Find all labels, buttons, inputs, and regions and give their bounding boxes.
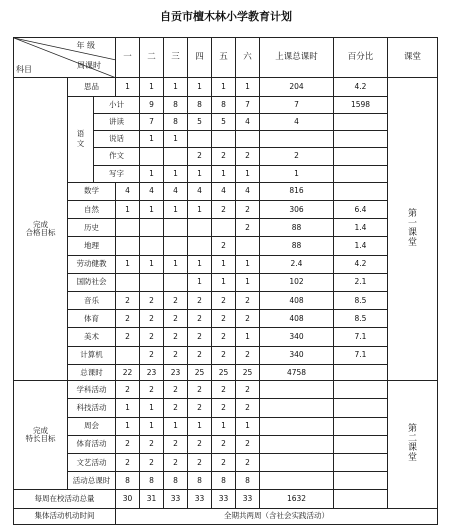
group-label-line: 特长目标: [25, 434, 56, 444]
total-cell: 204: [260, 78, 334, 96]
percent-cell: 1.4: [334, 219, 388, 237]
subject-name: 作文: [94, 148, 140, 165]
group-label-char: 语: [76, 128, 85, 138]
subject-name: 历史: [68, 219, 116, 237]
hours-cell: [140, 148, 164, 165]
subject-name: 思品: [68, 78, 116, 96]
hours-cell: 2: [188, 310, 212, 328]
hours-cell: 4: [140, 182, 164, 200]
table-row: [14, 219, 438, 237]
diagonal-header-cell: [14, 38, 116, 78]
hours-cell: 2: [164, 346, 188, 364]
percent-cell: [334, 490, 388, 508]
total-cell: 1632: [260, 490, 334, 508]
hours-cell: 1: [140, 165, 164, 182]
classroom-char: 二: [407, 433, 417, 444]
hours-cell: 31: [140, 490, 164, 508]
hours-cell: 1: [212, 165, 236, 182]
hours-cell: 23: [140, 364, 164, 380]
subject-name: 体育: [68, 310, 116, 328]
hours-cell: 2: [116, 435, 140, 453]
table-row: [14, 417, 438, 435]
hours-cell: 2: [188, 435, 212, 453]
subject-name: 地理: [68, 237, 116, 255]
total-cell: 88: [260, 219, 334, 237]
hours-cell: 23: [164, 364, 188, 380]
table-row: [14, 255, 438, 273]
hours-cell: 2: [236, 435, 260, 453]
collective-activity-value: 全期共两周（含社会实践活动）: [116, 508, 438, 524]
hours-cell: 2: [164, 435, 188, 453]
hours-cell: 9: [140, 96, 164, 113]
hours-cell: 2: [236, 453, 260, 471]
total-cell: [260, 472, 334, 490]
table-row: [14, 273, 438, 291]
subject-name: 计算机: [68, 346, 116, 364]
hours-cell: [116, 219, 140, 237]
weekly-total-label: 每周在校活动总量: [14, 490, 116, 508]
classroom-char: 堂: [407, 452, 417, 463]
hours-cell: [116, 237, 140, 255]
hours-cell: 33: [236, 490, 260, 508]
hours-cell: [140, 237, 164, 255]
hours-cell: [164, 219, 188, 237]
percent-cell: [334, 435, 388, 453]
total-cell: [260, 417, 334, 435]
subject-name: 小计: [94, 96, 140, 113]
hours-cell: 1: [188, 78, 212, 96]
hours-cell: 1: [236, 78, 260, 96]
percent-cell: 6.4: [334, 200, 388, 218]
percent-cell: 8.5: [334, 292, 388, 310]
hours-cell: 1: [212, 255, 236, 273]
hours-cell: 2: [212, 328, 236, 346]
hours-cell: 2: [164, 292, 188, 310]
table-row: [14, 78, 438, 96]
collective-activity-row: [14, 508, 438, 524]
total-cell: 340: [260, 328, 334, 346]
subject-name: 讲读: [94, 113, 140, 130]
hours-cell: 8: [116, 472, 140, 490]
hours-cell: 1: [164, 200, 188, 218]
hours-cell: 8: [188, 472, 212, 490]
total-hours-header: 上课总课时: [260, 38, 334, 78]
hours-cell: 4: [236, 182, 260, 200]
total-cell: 102: [260, 273, 334, 291]
second-classroom-label: [388, 381, 438, 509]
page-title: 自贡市檀木林小学教育计划: [160, 10, 292, 23]
hours-cell: 2: [116, 381, 140, 399]
hours-cell: 2: [212, 346, 236, 364]
group-label-line: 合格目标: [25, 228, 56, 238]
hours-cell: 1: [164, 78, 188, 96]
collective-activity-label: 集体活动机动时间: [14, 508, 116, 524]
activity-name: 科技活动: [68, 399, 116, 417]
hours-cell: 1: [116, 78, 140, 96]
hours-cell: [188, 131, 212, 148]
hours-cell: 8: [212, 96, 236, 113]
hours-cell: 1: [140, 417, 164, 435]
hours-cell: 1: [140, 131, 164, 148]
table-row: [14, 200, 438, 218]
hours-cell: [188, 219, 212, 237]
subject-name: 美术: [68, 328, 116, 346]
classroom-char: 课: [407, 228, 417, 239]
percent-header: 百分比: [334, 38, 388, 78]
hours-cell: 1: [188, 273, 212, 291]
table-row: [14, 381, 438, 399]
hours-cell: 4: [116, 182, 140, 200]
activity-name: 活动总课时: [68, 472, 116, 490]
chinese-group: [68, 96, 94, 182]
hours-cell: 1: [212, 78, 236, 96]
hours-cell: 2: [188, 381, 212, 399]
hours-cell: 1: [116, 399, 140, 417]
hours-cell: 1: [164, 255, 188, 273]
grade-header-3: 三: [164, 38, 188, 78]
hours-cell: 1: [140, 200, 164, 218]
hours-cell: 2: [116, 292, 140, 310]
grade-header-1: 一: [116, 38, 140, 78]
hours-cell: [212, 131, 236, 148]
total-cell: 4758: [260, 364, 334, 380]
hours-cell: [188, 237, 212, 255]
education-plan-table: [13, 37, 438, 525]
group-label-line: 完成: [33, 426, 48, 436]
hours-cell: 2: [236, 310, 260, 328]
hours-cell: 2: [164, 310, 188, 328]
hours-cell: 2: [164, 381, 188, 399]
hours-cell: [140, 273, 164, 291]
subject-name: 说话: [94, 131, 140, 148]
hours-cell: 2: [116, 453, 140, 471]
hours-cell: 2: [140, 435, 164, 453]
hours-cell: 25: [236, 364, 260, 380]
hours-cell: [260, 131, 334, 148]
total-cell: 340: [260, 346, 334, 364]
qualified-goal-group: [14, 78, 68, 381]
hours-cell: 8: [212, 472, 236, 490]
classroom-char: 堂: [407, 237, 417, 248]
subject-name: 写字: [94, 165, 140, 182]
percent-cell: [334, 364, 388, 380]
table-row: [14, 96, 438, 113]
hours-cell: 8: [164, 472, 188, 490]
activity-name: 体育活动: [68, 435, 116, 453]
hours-cell: 7: [140, 113, 164, 130]
hours-cell: 1: [116, 255, 140, 273]
hours-cell: 2: [212, 381, 236, 399]
percent-cell: [334, 472, 388, 490]
hours-cell: 33: [164, 490, 188, 508]
hours-cell: 2: [236, 399, 260, 417]
hours-cell: 2: [236, 292, 260, 310]
hours-cell: 2: [236, 381, 260, 399]
hours-cell: 2: [188, 328, 212, 346]
total-cell: 1598: [334, 96, 388, 113]
percent-cell: [334, 417, 388, 435]
percent-cell: [334, 453, 388, 471]
hours-cell: 1: [164, 417, 188, 435]
subject-name: 数学: [68, 182, 116, 200]
total-cell: [260, 399, 334, 417]
hours-cell: 8: [188, 96, 212, 113]
subject-name: 总课时: [68, 364, 116, 380]
total-cell: [334, 131, 388, 148]
total-cell: [260, 453, 334, 471]
hours-cell: 1: [236, 328, 260, 346]
percent-cell: [334, 381, 388, 399]
classroom-header: 课堂: [388, 38, 438, 78]
hours-cell: 5: [212, 113, 236, 130]
hours-cell: 4: [260, 113, 334, 130]
grade-label: 年 级: [76, 41, 95, 50]
percent-cell: 7.1: [334, 328, 388, 346]
hours-cell: 2: [260, 148, 334, 165]
hours-cell: 2: [164, 453, 188, 471]
table-row: [14, 310, 438, 328]
table-row: [14, 292, 438, 310]
hours-cell: 2: [188, 399, 212, 417]
grade-header-2: 二: [140, 38, 164, 78]
hours-cell: [164, 237, 188, 255]
hours-cell: 1: [140, 399, 164, 417]
hours-cell: 2: [212, 453, 236, 471]
hours-cell: 2: [212, 310, 236, 328]
hours-cell: 2: [236, 346, 260, 364]
subject-name: 劳动健教: [68, 255, 116, 273]
hours-cell: 1: [212, 273, 236, 291]
hours-cell: 2: [140, 328, 164, 346]
hours-cell: 4: [212, 182, 236, 200]
hours-cell: 1: [116, 417, 140, 435]
hours-cell: 2: [164, 328, 188, 346]
hours-cell: 1: [236, 165, 260, 182]
hours-cell: 8: [236, 472, 260, 490]
hours-cell: 2: [212, 237, 236, 255]
header-row: [14, 38, 438, 78]
hours-cell: 2: [212, 200, 236, 218]
hours-cell: 7: [236, 96, 260, 113]
total-cell: [260, 381, 334, 399]
hours-cell: 1: [188, 417, 212, 435]
hours-cell: 2: [236, 148, 260, 165]
hours-cell: 1: [116, 200, 140, 218]
hours-cell: 25: [212, 364, 236, 380]
activity-name: 文艺活动: [68, 453, 116, 471]
hours-cell: 4: [188, 182, 212, 200]
percent-cell: 1.4: [334, 237, 388, 255]
hours-cell: 4: [164, 182, 188, 200]
total-cell: 2.4: [260, 255, 334, 273]
activity-name: 周会: [68, 417, 116, 435]
percent-cell: [334, 399, 388, 417]
hours-cell: 1: [236, 255, 260, 273]
hours-cell: 1: [164, 165, 188, 182]
hours-cell: 2: [140, 292, 164, 310]
grade-header-6: 六: [236, 38, 260, 78]
hours-cell: 2: [140, 453, 164, 471]
percent-cell: [334, 182, 388, 200]
percent-cell: 7.1: [334, 346, 388, 364]
hours-cell: 2: [116, 328, 140, 346]
grade-header-5: 五: [212, 38, 236, 78]
hours-cell: 1: [236, 273, 260, 291]
classroom-char: 课: [407, 443, 417, 454]
hours-cell: 1: [212, 417, 236, 435]
hours-cell: 2: [116, 310, 140, 328]
table-row: [14, 346, 438, 364]
hours-cell: 25: [188, 364, 212, 380]
hours-cell: 4: [236, 113, 260, 130]
activity-name: 学科活动: [68, 381, 116, 399]
hours-cell: 1: [188, 200, 212, 218]
hours-cell: 2: [140, 346, 164, 364]
classroom-char: 第: [407, 424, 417, 435]
table-row: [14, 364, 438, 380]
hours-cell: 1: [236, 417, 260, 435]
hours-cell: 1: [188, 255, 212, 273]
hours-cell: [236, 237, 260, 255]
table-row: [14, 328, 438, 346]
first-classroom-label: [388, 78, 438, 381]
hours-cell: 2: [188, 346, 212, 364]
percent-cell: 8.5: [334, 310, 388, 328]
hours-cell: [116, 346, 140, 364]
hours-cell: 1: [140, 255, 164, 273]
table-row: [14, 182, 438, 200]
hours-cell: 33: [188, 490, 212, 508]
hours-cell: 33: [212, 490, 236, 508]
hours-cell: 2: [188, 292, 212, 310]
hours-cell: 2: [236, 200, 260, 218]
hours-cell: 2: [140, 310, 164, 328]
group-label-line: 完成: [33, 220, 48, 230]
subject-name: 自然: [68, 200, 116, 218]
total-cell: 408: [260, 292, 334, 310]
table-row: [14, 237, 438, 255]
hours-cell: 1: [164, 131, 188, 148]
total-cell: [334, 148, 388, 165]
hours-cell: 1: [188, 165, 212, 182]
weekly-total-row: [14, 490, 438, 508]
percent-cell: 2.1: [334, 273, 388, 291]
hours-cell: 1: [140, 78, 164, 96]
hours-cell: 2: [212, 292, 236, 310]
hours-cell: [236, 131, 260, 148]
classroom-char: 一: [407, 218, 417, 229]
hours-cell: [164, 148, 188, 165]
hours-cell: [140, 219, 164, 237]
table-row: [14, 472, 438, 490]
percent-cell: 4.2: [334, 78, 388, 96]
total-cell: [334, 165, 388, 182]
hours-cell: 2: [236, 219, 260, 237]
hours-cell: 2: [188, 453, 212, 471]
hours-cell: 2: [188, 148, 212, 165]
hours-cell: [116, 273, 140, 291]
hours-cell: 2: [164, 399, 188, 417]
total-cell: [260, 435, 334, 453]
classroom-char: 第: [407, 209, 417, 220]
hours-cell: 30: [116, 490, 140, 508]
hours-cell: 2: [212, 148, 236, 165]
hours-cell: 8: [164, 113, 188, 130]
total-cell: [334, 113, 388, 130]
table-row: [14, 453, 438, 471]
hours-cell: 8: [140, 472, 164, 490]
hours-cell: 2: [212, 399, 236, 417]
speciality-goal-group: [14, 381, 68, 490]
hours-cell: [212, 219, 236, 237]
hours-cell: 5: [188, 113, 212, 130]
total-cell: 816: [260, 182, 334, 200]
total-cell: 408: [260, 310, 334, 328]
hours-cell: 8: [164, 96, 188, 113]
weekly-hours-label: 周课时: [77, 61, 101, 70]
table-row: [14, 435, 438, 453]
hours-cell: 22: [116, 364, 140, 380]
group-label-char: 文: [76, 139, 85, 149]
subject-name: 国防社会: [68, 273, 116, 291]
table-row: [14, 399, 438, 417]
subject-label: 科目: [16, 65, 32, 74]
hours-cell: 7: [260, 96, 334, 113]
total-cell: 88: [260, 237, 334, 255]
hours-cell: 2: [140, 381, 164, 399]
hours-cell: [164, 273, 188, 291]
hours-cell: 2: [212, 435, 236, 453]
hours-cell: 1: [260, 165, 334, 182]
total-cell: 306: [260, 200, 334, 218]
grade-header-4: 四: [188, 38, 212, 78]
percent-cell: 4.2: [334, 255, 388, 273]
subject-name: 音乐: [68, 292, 116, 310]
